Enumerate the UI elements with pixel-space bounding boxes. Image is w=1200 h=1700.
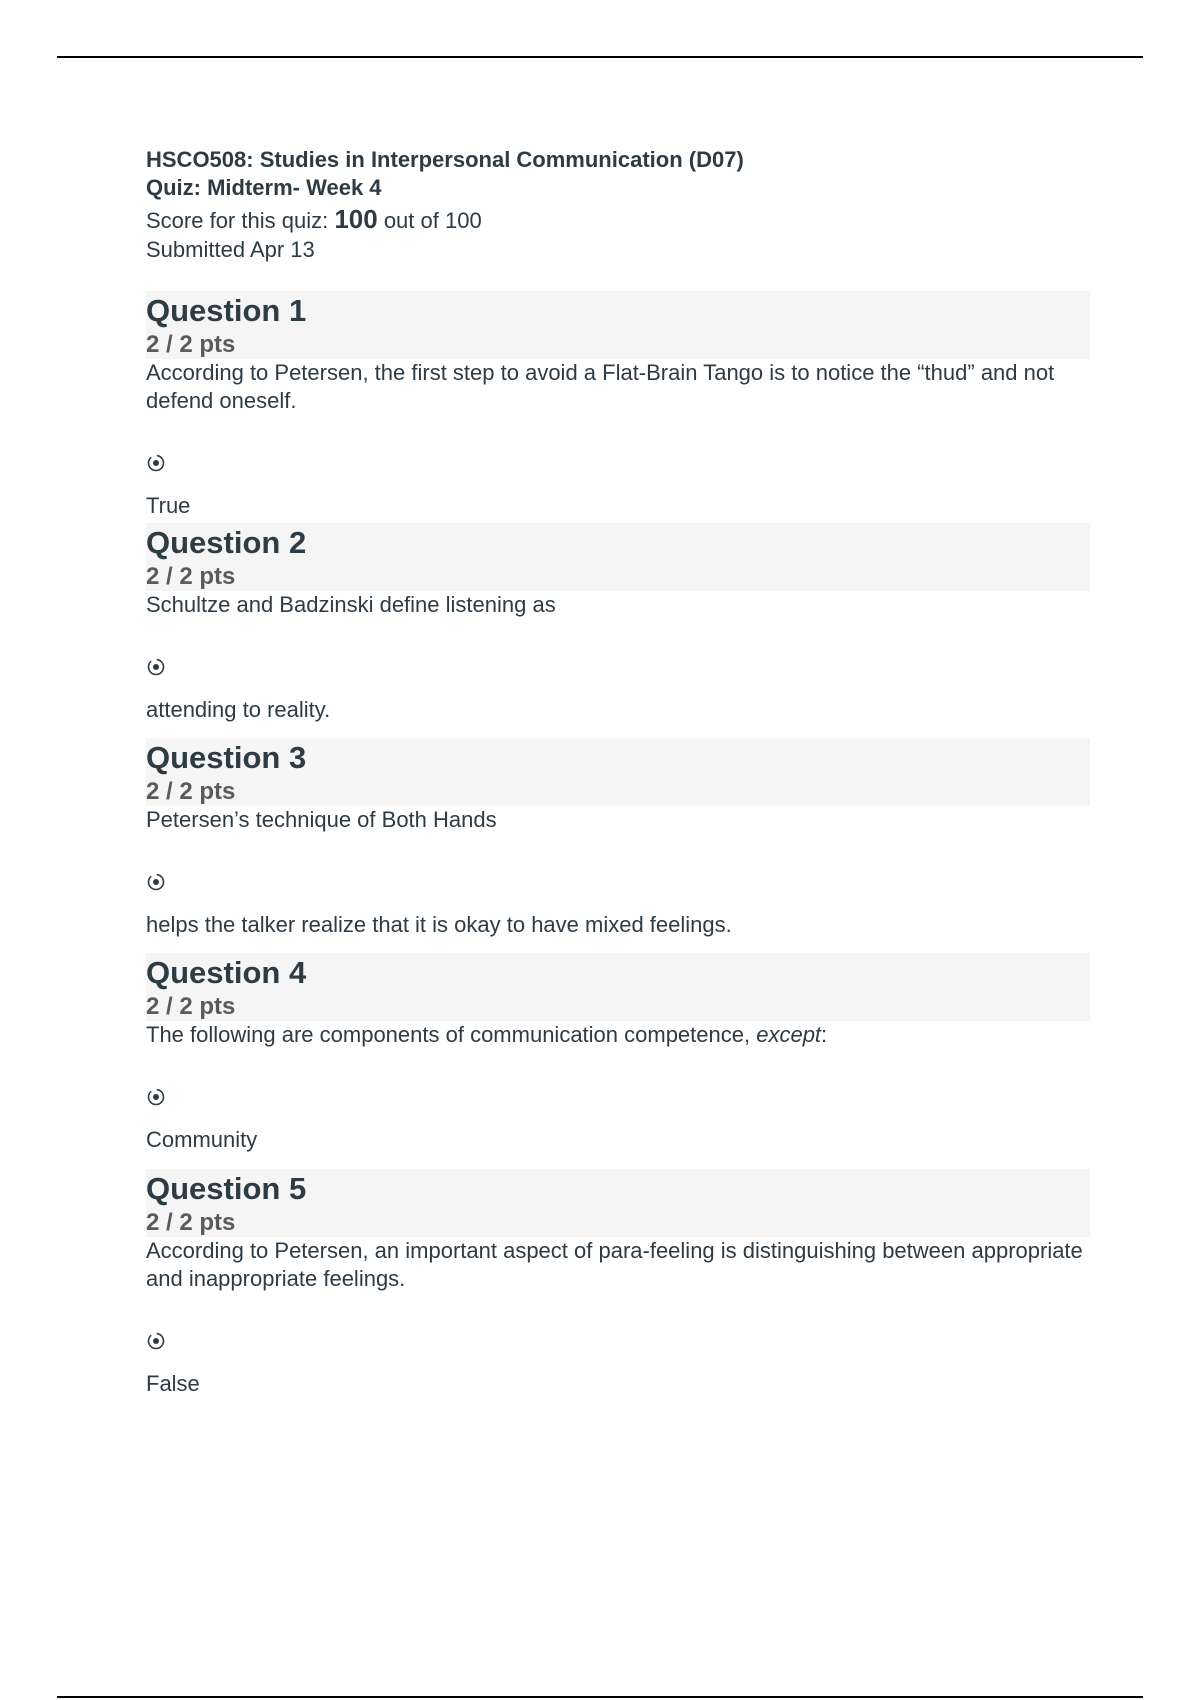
score-prefix: Score for this quiz: — [146, 208, 335, 233]
question-header — [146, 738, 1090, 806]
question-2 — [146, 523, 1090, 724]
bottom-divider — [57, 1696, 1143, 1698]
question-text: According to Petersen, the first step to avoid a Flat-Brain Tango is to notice the “thud” and not defend oneself. — [146, 360, 1055, 413]
course-title: HSCO508: Studies in Interpersonal Communication (D07) — [146, 147, 744, 172]
score-suffix: out of 100 — [377, 208, 482, 233]
submitted-date: Submitted Apr 13 — [146, 237, 315, 262]
question-header — [146, 953, 1090, 1021]
question-header — [146, 523, 1090, 591]
selected-answer: helps the talker realize that it is okay to have mixed feelings. — [146, 912, 732, 937]
question-title: Question 4 — [146, 955, 307, 990]
selected-radio-icon — [146, 1087, 166, 1107]
question-text — [146, 1021, 1090, 1049]
selected-answer: False — [146, 1371, 200, 1396]
question-title: Question 1 — [146, 293, 307, 328]
question-points: 2 / 2 pts — [146, 563, 236, 590]
question-text-start: The following are components of communication competence, — [146, 1022, 757, 1047]
question-title: Question 5 — [146, 1171, 307, 1206]
score-value: 100 — [334, 204, 378, 234]
selected-answer: True — [146, 493, 191, 518]
question-text-emphasis: except — [756, 1022, 822, 1047]
question-text: Petersen’s technique of Both Hands — [146, 807, 497, 832]
quiz-score — [146, 204, 1090, 236]
question-3 — [146, 738, 1090, 939]
question-title: Question 3 — [146, 740, 307, 775]
selected-radio-icon — [146, 453, 166, 473]
selected-radio-icon — [146, 872, 166, 892]
question-points: 2 / 2 pts — [146, 778, 236, 805]
question-4 — [146, 953, 1090, 1154]
question-text: According to Petersen, an important aspect of para-feeling is distinguishing between appropriate and inappropriate feelings. — [146, 1238, 1083, 1291]
top-divider — [57, 56, 1143, 58]
selected-answer: attending to reality. — [146, 697, 331, 722]
selected-radio-icon — [146, 657, 166, 677]
quiz-header — [146, 146, 1090, 264]
selected-radio-icon — [146, 1331, 166, 1351]
selected-answer: Community — [146, 1127, 258, 1152]
question-header — [146, 291, 1090, 359]
question-text: Schultze and Badzinski define listening as — [146, 592, 556, 617]
question-title: Question 2 — [146, 525, 307, 560]
question-header — [146, 1169, 1090, 1237]
question-points: 2 / 2 pts — [146, 1209, 236, 1236]
question-1 — [146, 291, 1090, 520]
question-points: 2 / 2 pts — [146, 993, 236, 1020]
quiz-title: Quiz: Midterm- Week 4 — [146, 175, 382, 200]
question-5 — [146, 1169, 1090, 1398]
question-points: 2 / 2 pts — [146, 331, 236, 358]
question-text-end: : — [821, 1022, 828, 1047]
